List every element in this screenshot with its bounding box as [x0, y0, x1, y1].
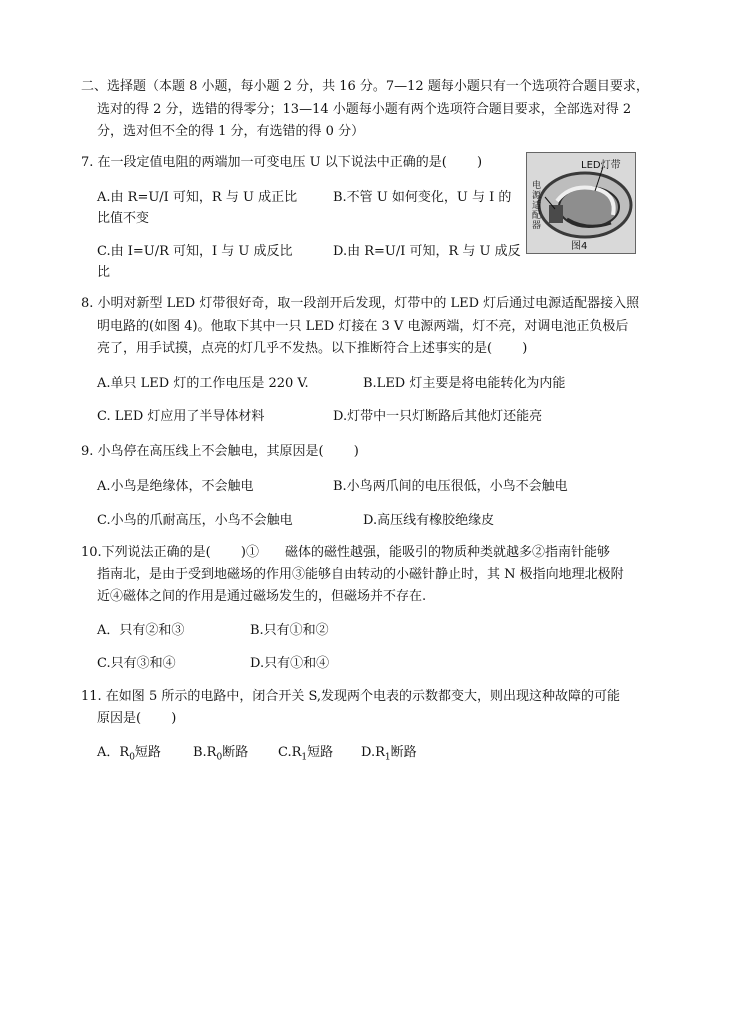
q7-stem: 7. 在一段定值电阻的两端加一可变电压 U 以下说法中正确的是( ) — [81, 155, 483, 170]
q9-stem: 9. 小鸟停在高压线上不会触电，其原因是( ) — [81, 444, 359, 459]
figure-label-power-adapter: 电源适配器 — [532, 181, 542, 231]
q11-option-b: $B.R_0$断路 — [193, 745, 249, 763]
q8-option-b: B.LED 灯主要是将电能转化为内能 — [363, 376, 566, 391]
q10-stem-line-1: 10.下列说法正确的是( )① 磁体的磁性越强，能吸引的物质种类就越多②指南针能够 — [81, 545, 610, 560]
q10-option-a: A．只有②和③ — [97, 623, 185, 638]
q10-option-c: C.只有③和④ — [97, 656, 176, 671]
q7-option-a: A.由 R=U/I 可知，R 与 U 成正比 — [97, 190, 298, 205]
q10-stem-line-3: 近④磁体之间的作用是通过磁场发生的，但磁场并不存在. — [97, 589, 427, 604]
q11-option-d: $D.R_1$断路 — [361, 745, 417, 763]
q7-option-b: B.不管 U 如何变化，U 与 I 的 — [333, 190, 512, 205]
section-instructions-line-2: 选对的得 2 分，选错的得零分；13—14 小题每小题有两个选项符合题目要求，全部选对得 2 — [97, 102, 632, 117]
q11-stem-line-2: 原因是( ) — [97, 711, 177, 726]
q8-stem-line-1: 8. 小明对新型 LED 灯带很好奇，取一段剖开后发现，灯带中的 LED 灯后通过电源适配器接入照 — [81, 296, 640, 311]
section-instructions-line-3: 分，选对但不全的得 1 分，有选错的得 0 分） — [97, 124, 365, 139]
q10-option-d: D.只有①和④ — [250, 656, 330, 671]
q11-option-c: $C.R_1$短路 — [278, 745, 334, 763]
q11-option-a: A．$R_0$短路 — [97, 745, 161, 763]
q11-stem-line-1: 11. 在如图 5 所示的电路中，闭合开关 S,发现两个电表的示数都变大，则出现这种故障的可能 — [81, 689, 621, 704]
section-instructions-line-1: 二、选择题（本题 8 小题，每小题 2 分，共 16 分。7—12 题每小题只有一个选项符合题目要求， — [81, 79, 649, 94]
q8-option-a: A.单只 LED 灯的工作电压是 220 V. — [97, 376, 309, 391]
q8-option-c: C. LED 灯应用了半导体材料 — [97, 409, 265, 424]
q8-stem-line-2: 明电路的(如图 4)。他取下其中一只 LED 灯接在 3 V 电源两端，灯不亮，对调电池正负极后 — [97, 319, 629, 334]
figure-caption: 图4 — [571, 241, 588, 252]
q10-stem-line-2: 指南北，是由于受到地磁场的作用③能够自由转动的小磁针静止时，其 N 极指向地理北极附 — [97, 567, 624, 582]
q9-option-c: C.小鸟的爪耐高压，小鸟不会触电 — [97, 513, 293, 528]
q7-option-d-continuation: 比 — [97, 265, 111, 280]
q9-option-b: B.小鸟两爪间的电压很低，小鸟不会触电 — [333, 479, 568, 494]
q8-option-d: D.灯带中一只灯断路后其他灯还能亮 — [333, 409, 543, 424]
q10-option-b: B.只有①和② — [250, 623, 329, 638]
q9-option-a: A.小鸟是绝缘体，不会触电 — [97, 479, 254, 494]
figure-label-led-strip: LED灯带 — [581, 160, 621, 171]
figure-4-led-strip-photo — [526, 152, 636, 254]
q7-option-d: D.由 R=U/I 可知，R 与 U 成反 — [333, 244, 521, 259]
q7-option-c: C.由 I=U/R 可知，I 与 U 成反比 — [97, 244, 293, 259]
q9-option-d: D.高压线有橡胶绝缘皮 — [363, 513, 495, 528]
q7-option-b-continuation: 比值不变 — [97, 211, 150, 226]
q8-stem-line-3: 亮了，用手试摸，点亮的灯几乎不发热。以下推断符合上述事实的是( ) — [97, 341, 528, 356]
